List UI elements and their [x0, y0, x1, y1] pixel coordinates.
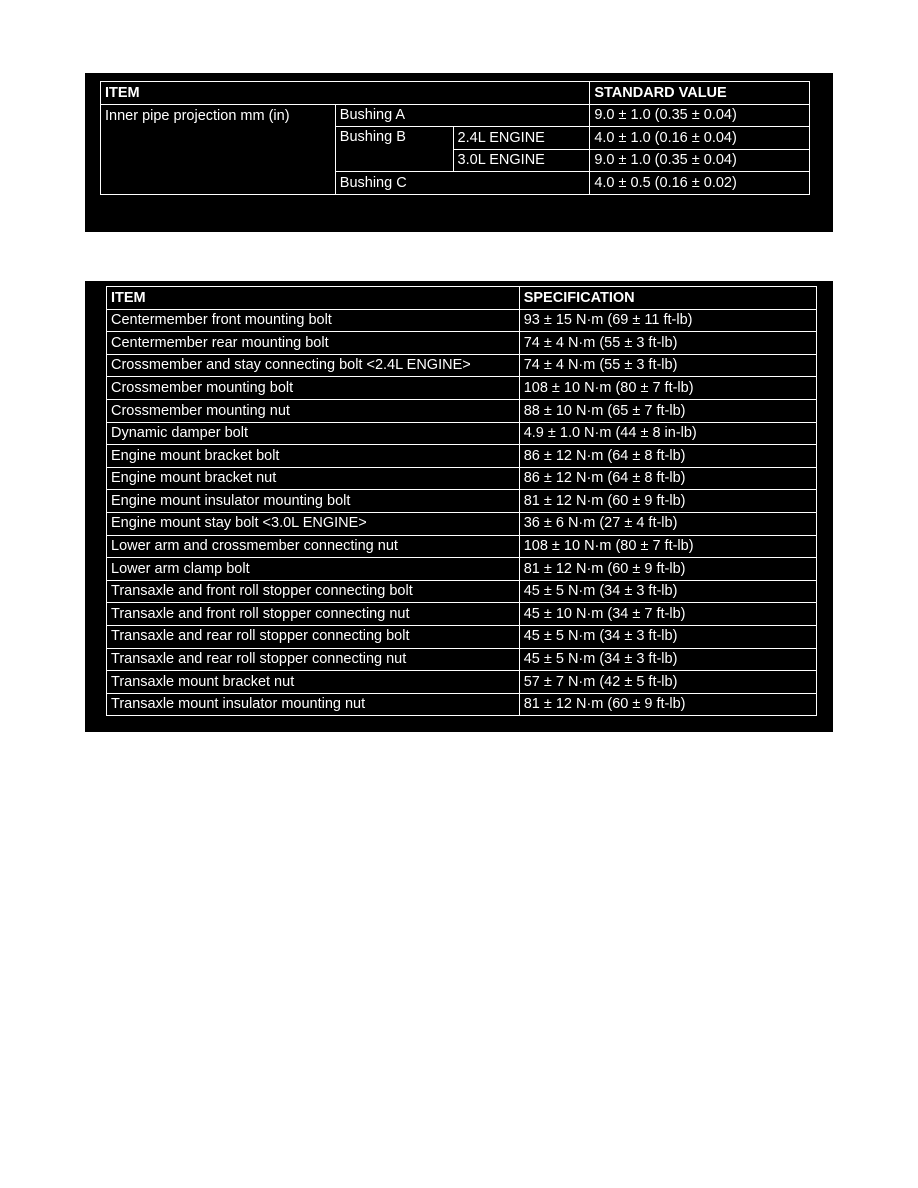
table-row — [107, 354, 817, 377]
torque-item-cell: Engine mount bracket bolt — [107, 445, 520, 468]
torque-spec-table — [106, 286, 817, 716]
torque-item-cell: Engine mount bracket nut — [107, 467, 520, 490]
table-row — [107, 580, 817, 603]
torque-item-cell: Centermember rear mounting bolt — [107, 332, 520, 355]
torque-item-cell: Crossmember mounting bolt — [107, 377, 520, 400]
bushing-spec-panel — [85, 73, 833, 232]
table-row — [107, 693, 817, 716]
torque-spec-cell: 108 ± 10 N·m (80 ± 7 ft-lb) — [519, 535, 816, 558]
torque-item-cell: Dynamic damper bolt — [107, 422, 520, 445]
torque-item-cell: Centermember front mounting bolt — [107, 309, 520, 332]
table-row — [107, 535, 817, 558]
table-header-row — [101, 82, 810, 105]
torque-spec-cell: 45 ± 10 N·m (34 ± 7 ft-lb) — [519, 603, 816, 626]
bushing-b-engine-24-label: 2.4L ENGINE — [453, 127, 590, 150]
table-row — [107, 671, 817, 694]
torque-table-body — [107, 309, 817, 716]
header-item: ITEM — [101, 82, 590, 105]
header-standard-value: STANDARD VALUE — [590, 82, 810, 105]
torque-spec-cell: 86 ± 12 N·m (64 ± 8 ft-lb) — [519, 445, 816, 468]
torque-spec-cell: 108 ± 10 N·m (80 ± 7 ft-lb) — [519, 377, 816, 400]
table-row — [107, 558, 817, 581]
torque-spec-cell: 81 ± 12 N·m (60 ± 9 ft-lb) — [519, 558, 816, 581]
table-row — [107, 512, 817, 535]
table-row — [107, 603, 817, 626]
bushing-spec-table — [100, 81, 810, 195]
table-row — [107, 377, 817, 400]
torque-item-cell: Crossmember mounting nut — [107, 399, 520, 422]
table-row — [107, 309, 817, 332]
bushing-b-label: Bushing B — [335, 127, 453, 172]
bushing-b-engine-30-value: 9.0 ± 1.0 (0.35 ± 0.04) — [590, 149, 810, 172]
bushing-a-value: 9.0 ± 1.0 (0.35 ± 0.04) — [590, 104, 810, 127]
torque-spec-cell: 36 ± 6 N·m (27 ± 4 ft-lb) — [519, 512, 816, 535]
header-item: ITEM — [107, 287, 520, 310]
torque-spec-cell: 57 ± 7 N·m (42 ± 5 ft-lb) — [519, 671, 816, 694]
torque-spec-cell: 88 ± 10 N·m (65 ± 7 ft-lb) — [519, 399, 816, 422]
table-row — [107, 445, 817, 468]
torque-item-cell: Transaxle and front roll stopper connecting nut — [107, 603, 520, 626]
table-row — [107, 399, 817, 422]
table-row — [107, 422, 817, 445]
table-row — [107, 332, 817, 355]
torque-item-cell: Engine mount insulator mounting bolt — [107, 490, 520, 513]
torque-spec-cell: 45 ± 5 N·m (34 ± 3 ft-lb) — [519, 648, 816, 671]
torque-spec-cell: 93 ± 15 N·m (69 ± 11 ft-lb) — [519, 309, 816, 332]
header-specification: SPECIFICATION — [519, 287, 816, 310]
torque-item-cell: Transaxle and rear roll stopper connecting bolt — [107, 625, 520, 648]
bushing-c-label: Bushing C — [335, 172, 590, 195]
torque-spec-cell: 45 ± 5 N·m (34 ± 3 ft-lb) — [519, 625, 816, 648]
bushing-b-engine-24-value: 4.0 ± 1.0 (0.16 ± 0.04) — [590, 127, 810, 150]
table-row — [107, 467, 817, 490]
torque-item-cell: Lower arm and crossmember connecting nut — [107, 535, 520, 558]
torque-spec-cell: 81 ± 12 N·m (60 ± 9 ft-lb) — [519, 693, 816, 716]
torque-spec-cell: 81 ± 12 N·m (60 ± 9 ft-lb) — [519, 490, 816, 513]
torque-item-cell: Lower arm clamp bolt — [107, 558, 520, 581]
torque-item-cell: Transaxle mount insulator mounting nut — [107, 693, 520, 716]
table-header-row — [107, 287, 817, 310]
torque-spec-cell: 45 ± 5 N·m (34 ± 3 ft-lb) — [519, 580, 816, 603]
table-row — [107, 490, 817, 513]
torque-spec-cell: 4.9 ± 1.0 N·m (44 ± 8 in-lb) — [519, 422, 816, 445]
torque-item-cell: Transaxle and front roll stopper connecting bolt — [107, 580, 520, 603]
torque-item-cell: Engine mount stay bolt <3.0L ENGINE> — [107, 512, 520, 535]
torque-spec-cell: 74 ± 4 N·m (55 ± 3 ft-lb) — [519, 332, 816, 355]
torque-item-cell: Crossmember and stay connecting bolt <2.4L ENGINE> — [107, 354, 520, 377]
table-row — [101, 104, 810, 127]
torque-item-cell: Transaxle mount bracket nut — [107, 671, 520, 694]
bushing-b-engine-30-label: 3.0L ENGINE — [453, 149, 590, 172]
inner-pipe-projection-label: Inner pipe projection mm (in) — [101, 104, 336, 194]
bushing-c-value: 4.0 ± 0.5 (0.16 ± 0.02) — [590, 172, 810, 195]
table-row — [107, 648, 817, 671]
torque-spec-cell: 86 ± 12 N·m (64 ± 8 ft-lb) — [519, 467, 816, 490]
torque-spec-cell: 74 ± 4 N·m (55 ± 3 ft-lb) — [519, 354, 816, 377]
torque-item-cell: Transaxle and rear roll stopper connecting nut — [107, 648, 520, 671]
table-row — [107, 625, 817, 648]
bushing-a-label: Bushing A — [335, 104, 590, 127]
torque-spec-panel — [85, 281, 833, 732]
